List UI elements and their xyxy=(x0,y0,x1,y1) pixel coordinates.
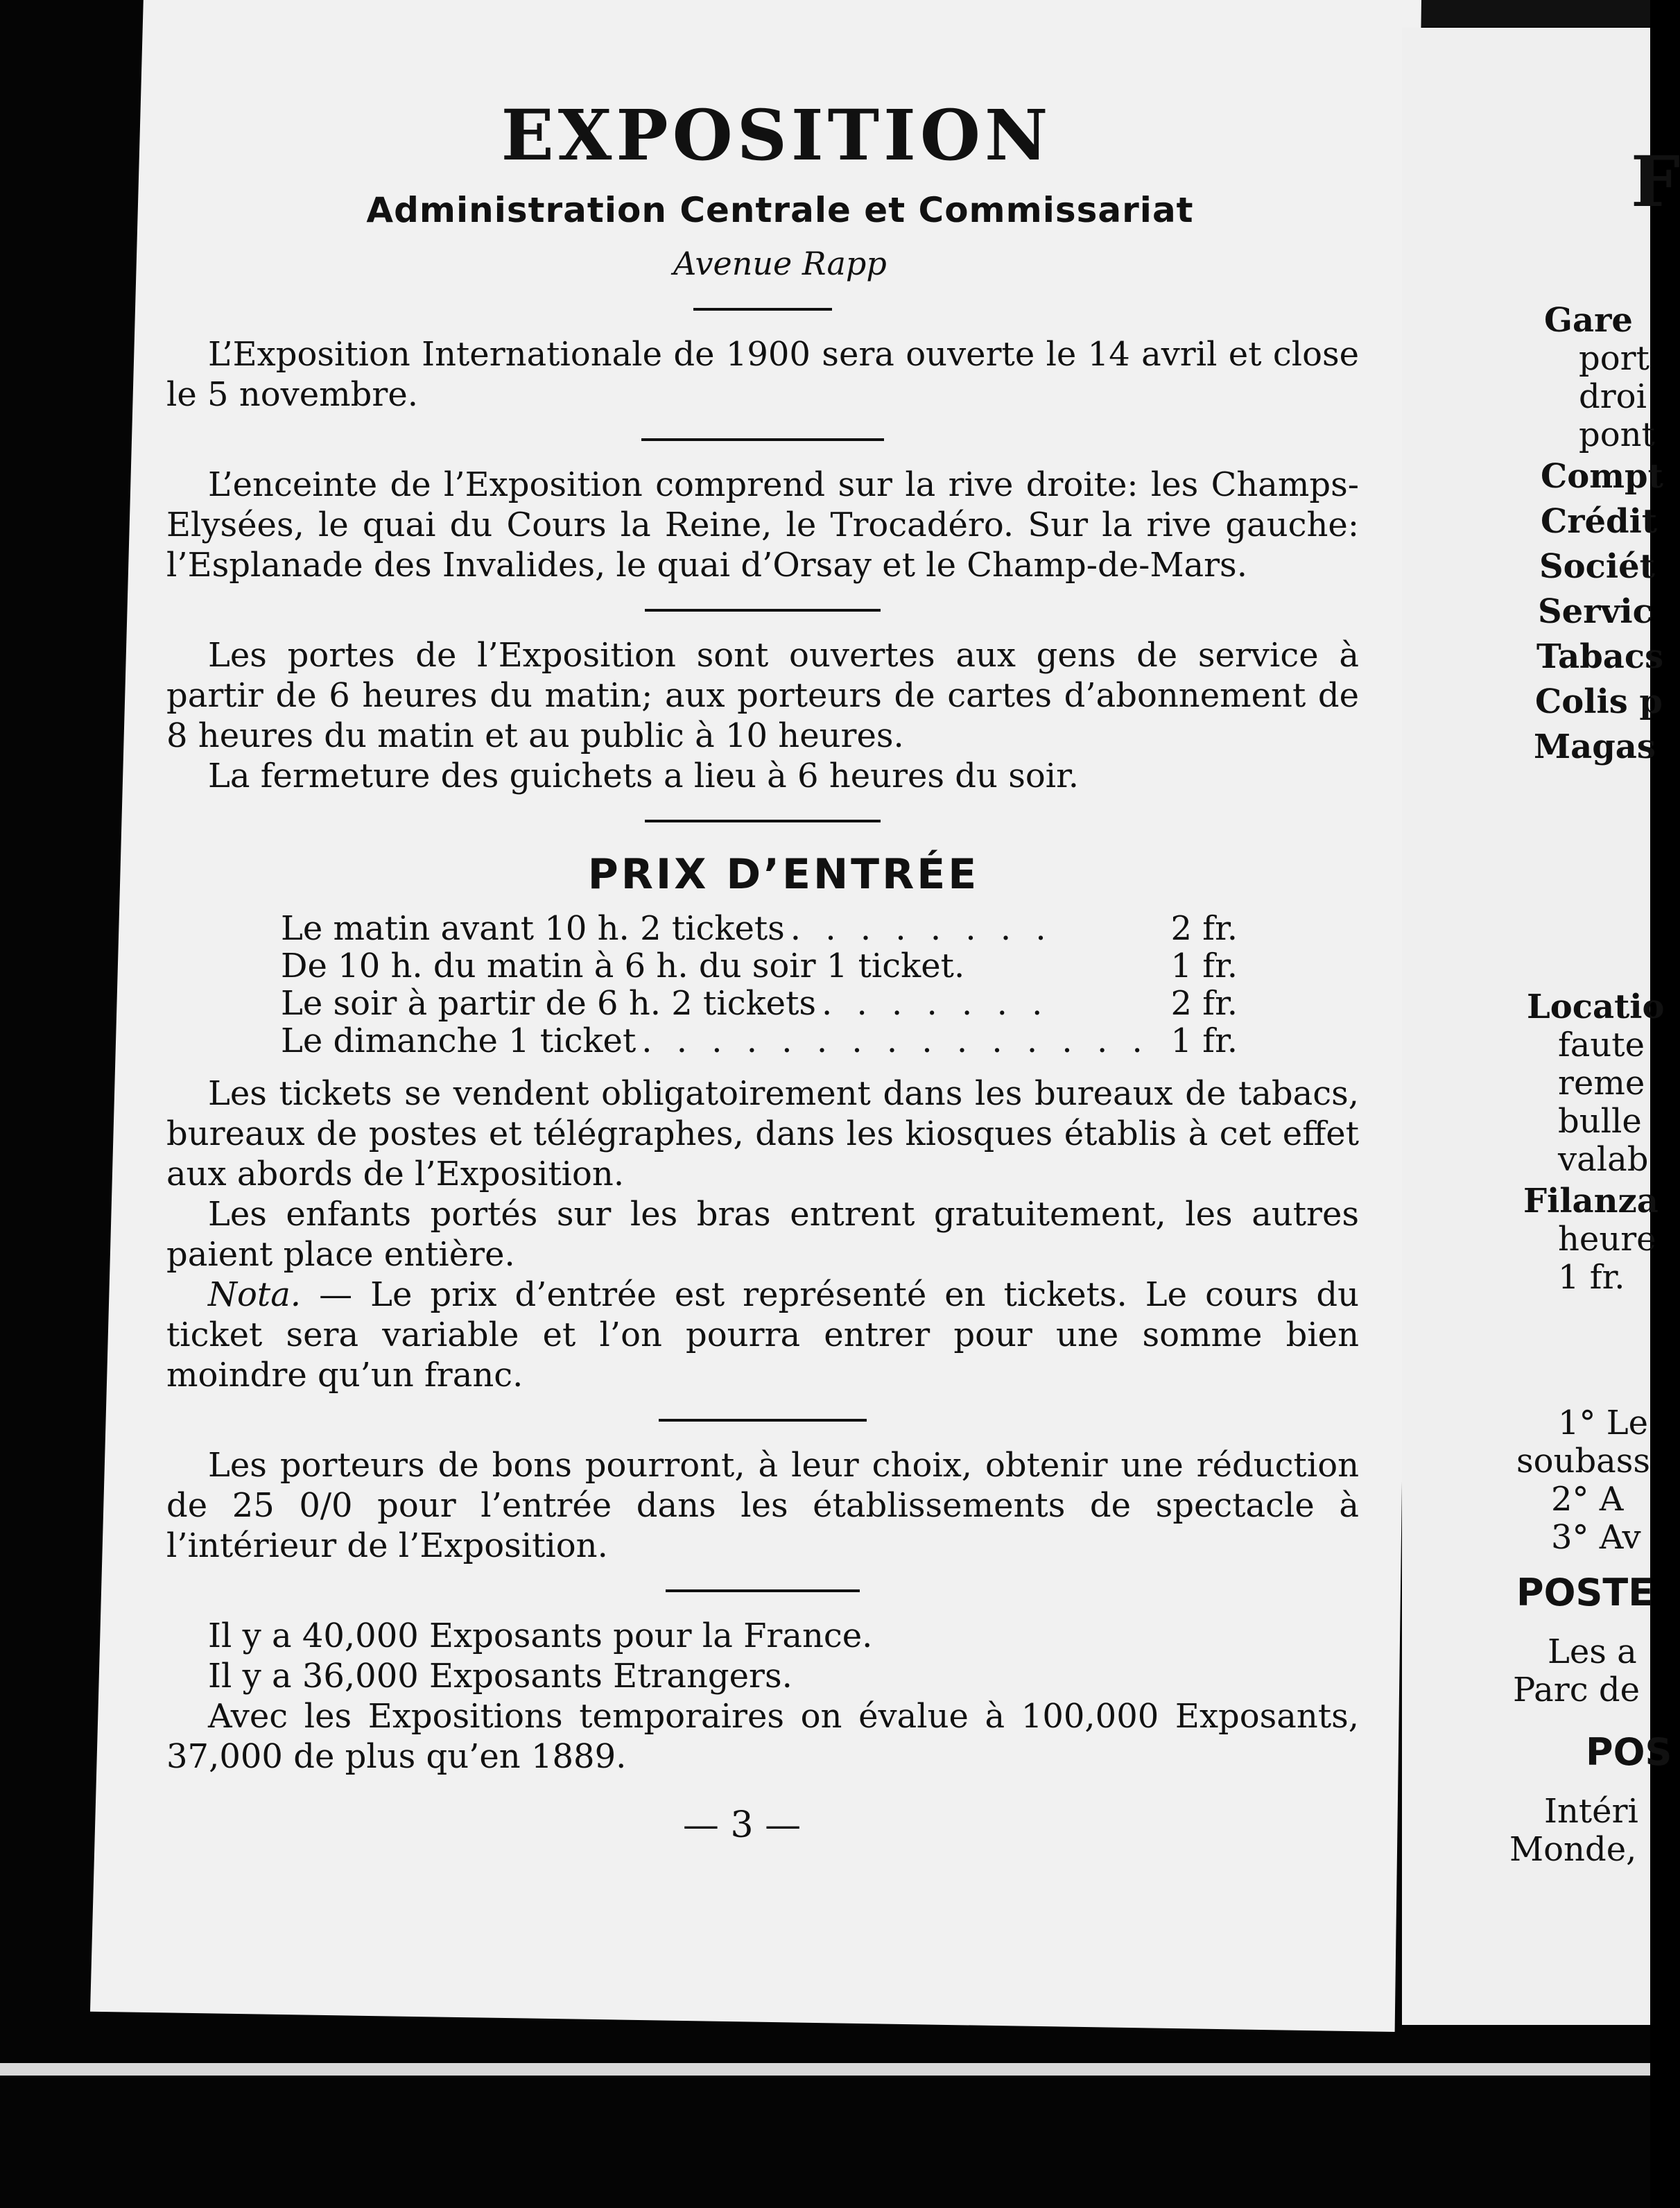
right-section-heading: POS xyxy=(1586,1730,1672,1774)
left-page-content xyxy=(166,90,1359,1846)
nota-paragraph xyxy=(166,1275,1359,1395)
right-section-heading: POSTE xyxy=(1516,1571,1654,1614)
right-line: droi xyxy=(1579,377,1647,416)
right-line: 3° Av xyxy=(1551,1518,1641,1557)
nota-label: Nota. xyxy=(208,1275,302,1314)
page-subtitle: Administration Centrale et Commissariat xyxy=(366,190,1194,230)
right-line: 1° Le xyxy=(1558,1404,1649,1442)
right-line: Les a xyxy=(1548,1632,1637,1671)
right-line: Intéri xyxy=(1544,1792,1638,1831)
right-line: 1 fr. xyxy=(1558,1258,1625,1297)
right-page xyxy=(1402,28,1680,2025)
price-row xyxy=(281,910,1238,947)
divider xyxy=(666,1589,860,1592)
prices-heading: PRIX D’ENTRÉE xyxy=(587,850,980,899)
right-line: bulle xyxy=(1558,1102,1642,1141)
right-line: Magas xyxy=(1534,727,1656,766)
right-line: Sociét xyxy=(1539,547,1655,586)
enceinte-text: L’enceinte de l’Exposition comprend sur la rive droite: les Champs-Elysées, le quai du Cours la Reine, le Trocadéro. Sur la rive gauche: l’Esplanade des Invalides, le quai d’Orsay et le Champ-de-Mars. xyxy=(166,465,1359,585)
address-line: Avenue Rapp xyxy=(673,245,887,282)
exposants-total: Avec les Expositions temporaires on évalue à 100,000 Exposants, 37,000 de plus qu’en 1889. xyxy=(166,1697,1359,1776)
right-line: Filanza xyxy=(1523,1182,1659,1221)
children-text: Les enfants portés sur les bras entrent gratuitement, les autres paient place entière. xyxy=(166,1195,1359,1274)
price-row xyxy=(281,985,1238,1022)
price-value: 2 fr. xyxy=(1170,984,1238,1023)
right-line: valab xyxy=(1558,1140,1649,1179)
nota-text: — Le prix d’entrée est représenté en tickets. Le cours du ticket sera variable et l’on pourra entrer pour une somme bien moindre qu’un franc. xyxy=(166,1275,1359,1395)
page-number: — 3 — xyxy=(682,1804,802,1846)
right-line: Colis p xyxy=(1535,682,1663,721)
price-value: 1 fr. xyxy=(1170,947,1238,985)
divider xyxy=(645,609,881,612)
right-line: faute xyxy=(1558,1026,1645,1064)
price-value: 2 fr. xyxy=(1170,909,1238,948)
closing-text: La fermeture des guichets a lieu à 6 heures du soir. xyxy=(208,757,1080,795)
paragraph-exposants xyxy=(166,1616,1359,1777)
right-line: Crédit xyxy=(1541,502,1657,541)
price-label: Le soir à partir de 6 h. 2 tickets xyxy=(281,984,816,1023)
right-line: port xyxy=(1579,339,1649,378)
page-title: EXPOSITION xyxy=(501,94,1053,176)
paragraph-bons xyxy=(166,1445,1359,1566)
price-label: Le matin avant 10 h. 2 tickets xyxy=(281,909,785,948)
paragraph-enceinte xyxy=(166,465,1359,585)
paragraph-tickets xyxy=(166,1073,1359,1395)
right-line: 2° A xyxy=(1551,1480,1624,1519)
right-line: soubass xyxy=(1516,1442,1651,1481)
scan-bottom-edge xyxy=(0,2063,1650,2076)
price-leader: . . . . . . . xyxy=(821,984,1050,1023)
hours-text: Les portes de l’Exposition sont ouvertes aux gens de service à partir de 6 heures du matin; aux porteurs de cartes d’abonnement de 8 heures du matin et au public à 10 heures. xyxy=(166,636,1359,755)
divider xyxy=(641,438,884,441)
paragraph-hours xyxy=(166,635,1359,796)
right-line: Tabacs xyxy=(1536,637,1664,676)
price-table xyxy=(281,910,1238,1060)
price-value: 1 fr. xyxy=(1170,1021,1238,1060)
divider xyxy=(659,1419,867,1422)
dates-text: L’Exposition Internationale de 1900 sera ouverte le 14 avril et close le 5 novembre. xyxy=(166,335,1359,414)
right-line: reme xyxy=(1558,1064,1645,1103)
price-label: De 10 h. du matin à 6 h. du soir 1 ticket. xyxy=(281,947,965,985)
price-label: Le dimanche 1 ticket xyxy=(281,1021,637,1060)
price-leader: . . . . . . . . . . . . . . . xyxy=(641,1021,1150,1060)
right-line: Gare xyxy=(1544,301,1633,340)
right-line: Locatio xyxy=(1527,987,1665,1026)
right-page-title-fragment: F xyxy=(1631,141,1680,223)
exposants-etrangers: Il y a 36,000 Exposants Etrangers. xyxy=(208,1657,793,1696)
price-row xyxy=(281,1022,1238,1060)
right-line: Monde, xyxy=(1509,1830,1637,1869)
bons-text: Les porteurs de bons pourront, à leur choix, obtenir une réduction de 25 0/0 pour l’entrée dans les établissements de spectacle à l’intérieur de l’Exposition. xyxy=(166,1446,1359,1565)
right-line: pont xyxy=(1579,415,1655,454)
divider xyxy=(645,820,881,822)
right-line: Compt xyxy=(1541,457,1663,496)
divider xyxy=(693,308,832,311)
right-line: Parc de xyxy=(1513,1671,1640,1709)
tickets-text: Les tickets se vendent obligatoirement dans les bureaux de tabacs, bureaux de postes et télégraphes, dans les kiosques établis à cet effet aux abords de l’Exposition. xyxy=(166,1074,1359,1193)
exposants-france: Il y a 40,000 Exposants pour la France. xyxy=(208,1616,873,1655)
right-line: heure xyxy=(1558,1220,1656,1259)
price-row xyxy=(281,947,1238,985)
right-line: Servic xyxy=(1538,592,1653,631)
price-leader: . . . . . . . . xyxy=(790,909,1053,948)
paragraph-dates xyxy=(166,334,1359,415)
